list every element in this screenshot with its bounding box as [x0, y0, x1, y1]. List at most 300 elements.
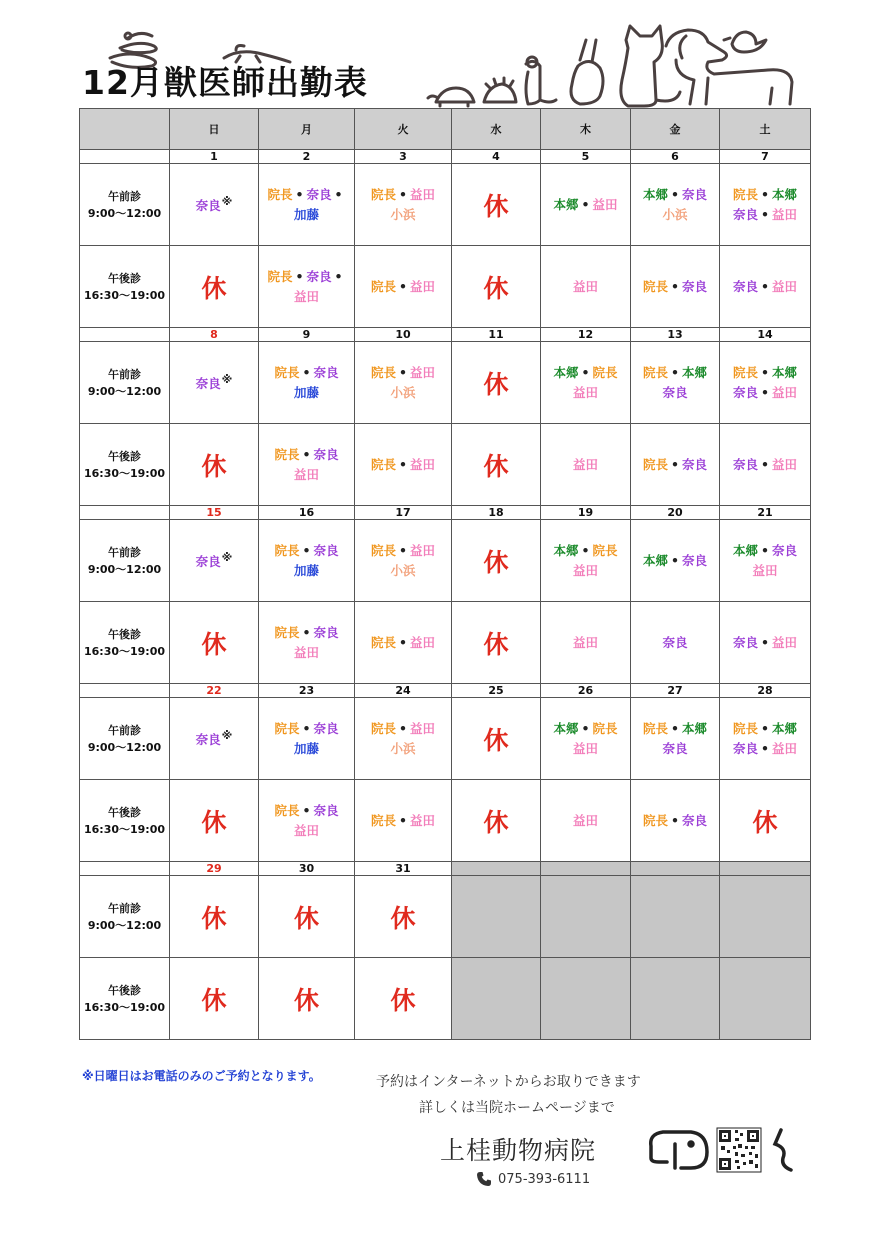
doctor-name: 益田 — [572, 278, 598, 294]
separator: • — [671, 186, 679, 202]
doctor-name: 奈良 — [306, 268, 332, 284]
slot-name: 午後診 — [108, 627, 141, 641]
morning-row — [80, 520, 811, 602]
date-cell: 3 — [355, 150, 452, 164]
slot-name: 午前診 — [108, 545, 141, 559]
doctor-name: 小浜 — [662, 206, 688, 222]
phone-icon — [476, 1171, 492, 1187]
doctor-line — [631, 551, 719, 571]
schedule-cell — [259, 958, 355, 1040]
doctor-name: 益田 — [572, 740, 598, 756]
schedule-cell — [631, 424, 720, 506]
doctor-list — [541, 195, 630, 215]
schedule-cell — [170, 958, 259, 1040]
doctor-list — [259, 267, 354, 307]
doctor-name: 本郷 — [682, 364, 708, 380]
doctor-list — [541, 277, 630, 297]
doctor-name: 本郷 — [553, 196, 579, 212]
doctor-name: 奈良 — [732, 278, 758, 294]
doctor-name: 院長 — [732, 364, 758, 380]
doctor-name: 院長 — [274, 802, 300, 818]
doctor-line — [631, 205, 719, 225]
doctor-line — [259, 643, 354, 663]
schedule-cell — [452, 342, 541, 424]
date-cell: 13 — [631, 328, 720, 342]
separator: • — [761, 542, 769, 558]
doctor-name: 院長 — [642, 278, 668, 294]
morning-label — [80, 164, 170, 246]
doctor-line — [259, 623, 354, 643]
closed-label: 休 — [293, 985, 319, 1015]
schedule-cell — [631, 698, 720, 780]
doctor-list — [259, 719, 354, 759]
doctor-line — [259, 363, 354, 383]
doctor-name: 奈良 — [313, 802, 339, 818]
doctor-name: 院長 — [592, 542, 618, 558]
afternoon-row — [80, 424, 811, 506]
doctor-line — [631, 277, 719, 297]
schedule-cell — [631, 958, 720, 1040]
separator: • — [295, 186, 304, 202]
schedule-cell — [259, 520, 355, 602]
doctor-line — [259, 287, 354, 307]
schedule-cell — [259, 424, 355, 506]
doctor-line — [259, 465, 354, 485]
doctor-name: 本郷 — [642, 186, 668, 202]
separator: • — [761, 206, 769, 222]
doctor-line — [355, 383, 451, 403]
separator: • — [302, 364, 311, 380]
doctor-name: 院長 — [267, 268, 293, 284]
schedule-cell — [355, 876, 452, 958]
schedule-cell — [720, 424, 811, 506]
doctor-name: 本郷 — [553, 720, 579, 736]
morning-row — [80, 164, 811, 246]
schedule-cell — [170, 876, 259, 958]
doctor-line — [541, 561, 630, 581]
doctor-list — [720, 455, 810, 475]
afternoon-row — [80, 602, 811, 684]
date-cell: 17 — [355, 506, 452, 520]
doctor-name: 本郷 — [682, 720, 708, 736]
doctor-line — [259, 739, 354, 759]
schedule-cell — [452, 424, 541, 506]
doctor-name: 院長 — [642, 720, 668, 736]
doctor-line — [170, 726, 258, 750]
weekday-header-row — [80, 109, 811, 150]
schedule-cell — [355, 698, 452, 780]
doctor-line — [720, 739, 810, 759]
doctor-name: 奈良 — [662, 384, 688, 400]
doctor-name: 奈良 — [195, 376, 221, 392]
date-row — [80, 328, 811, 342]
closed-label: 休 — [483, 547, 509, 577]
doctor-line — [720, 205, 810, 225]
clinic-logo — [645, 1124, 800, 1174]
schedule-cell — [541, 958, 631, 1040]
schedule-cell — [170, 342, 259, 424]
separator: • — [302, 720, 311, 736]
doctor-name: 奈良 — [313, 720, 339, 736]
date-cell: 9 — [259, 328, 355, 342]
separator: • — [581, 196, 590, 212]
doctor-name: 本郷 — [553, 542, 579, 558]
closed-label: 休 — [483, 725, 509, 755]
doctor-line — [355, 455, 451, 475]
doctor-name: 益田 — [772, 634, 798, 650]
homepage-info-text: 詳しくは当院ホームページまで — [419, 1100, 615, 1116]
doctor-name: 奈良 — [682, 278, 708, 294]
doctor-list — [170, 548, 258, 572]
schedule-cell — [355, 164, 452, 246]
schedule-cell — [541, 424, 631, 506]
date-cell: 30 — [259, 862, 355, 876]
doctor-list — [631, 185, 719, 225]
doctor-name: 奈良 — [313, 364, 339, 380]
closed-label: 休 — [201, 807, 227, 837]
morning-row — [80, 876, 811, 958]
doctor-name: 益田 — [410, 542, 436, 558]
doctor-name: 小浜 — [390, 206, 416, 222]
date-row-label — [80, 684, 170, 698]
slot-name: 午前診 — [108, 367, 141, 381]
separator: • — [399, 720, 407, 736]
phone-contact — [476, 1171, 590, 1187]
afternoon-row — [80, 780, 811, 862]
date-cell: 20 — [631, 506, 720, 520]
separator: • — [399, 364, 407, 380]
phone-only-mark: ※ — [221, 729, 233, 743]
doctor-line — [631, 383, 719, 403]
page-title: 12月獣医師出勤表 — [82, 63, 368, 102]
date-cell — [452, 862, 541, 876]
date-cell: 23 — [259, 684, 355, 698]
doctor-list — [631, 363, 719, 403]
doctor-name: 益田 — [410, 364, 436, 380]
separator: • — [761, 740, 769, 756]
separator: • — [399, 634, 407, 650]
date-cell: 12 — [541, 328, 631, 342]
doctor-list — [631, 551, 719, 571]
separator: • — [671, 812, 679, 828]
rabbit-icon — [571, 40, 603, 104]
dog-face-logo-icon — [651, 1132, 707, 1168]
date-cell: 22 — [170, 684, 259, 698]
schedule-body — [80, 150, 811, 1040]
schedule-cell — [259, 876, 355, 958]
closed-label: 休 — [201, 629, 227, 659]
closed-label: 休 — [483, 273, 509, 303]
doctor-name: 本郷 — [642, 552, 668, 568]
sunday-reservation-note: ※日曜日はお電話のみのご予約となります。 — [82, 1069, 321, 1083]
slot-name: 午後診 — [108, 805, 141, 819]
separator: • — [581, 720, 590, 736]
doctor-list — [355, 811, 451, 831]
clinic-name: 上桂動物病院 — [440, 1136, 597, 1165]
schedule-cell — [631, 602, 720, 684]
afternoon-label — [80, 424, 170, 506]
doctor-name: 院長 — [642, 364, 668, 380]
schedule-cell — [720, 246, 811, 328]
doctor-name: 院長 — [370, 186, 396, 202]
doctor-name: 奈良 — [772, 542, 798, 558]
slot-time: 16:30〜19:00 — [83, 288, 166, 302]
doctor-name: 奈良 — [732, 206, 758, 222]
meerkat-icon — [526, 57, 556, 104]
doctor-list — [720, 541, 810, 581]
doctor-name: 院長 — [267, 186, 293, 202]
date-cell: 4 — [452, 150, 541, 164]
morning-label — [80, 876, 170, 958]
doctor-name: 益田 — [592, 196, 618, 212]
schedule-cell — [541, 602, 631, 684]
doctor-list — [631, 277, 719, 297]
doctor-line — [259, 205, 354, 225]
doctor-list — [355, 719, 451, 759]
schedule-cell — [541, 698, 631, 780]
doctor-name: 本郷 — [772, 364, 798, 380]
doctor-line — [259, 541, 354, 561]
doctor-name: 益田 — [293, 822, 319, 838]
slot-name: 午後診 — [108, 983, 141, 997]
doctor-list — [541, 633, 630, 653]
doctor-name: 益田 — [410, 186, 436, 202]
online-reservation-text: 予約はインターネットからお取りできます — [376, 1074, 641, 1090]
doctor-list — [355, 185, 451, 225]
weekday-sun: 日 — [170, 109, 259, 150]
schedule-cell — [720, 876, 811, 958]
doctor-list — [355, 455, 451, 475]
doctor-line — [355, 541, 451, 561]
date-cell: 1 — [170, 150, 259, 164]
doctor-line — [259, 821, 354, 841]
separator: • — [334, 268, 343, 284]
separator: • — [581, 364, 590, 380]
date-cell: 28 — [720, 684, 811, 698]
doctor-line — [631, 455, 719, 475]
doctor-list — [720, 633, 810, 653]
doctor-list — [541, 363, 630, 403]
separator: • — [302, 624, 311, 640]
doctor-line — [720, 363, 810, 383]
separator: • — [761, 720, 769, 736]
doctor-name: 院長 — [370, 634, 396, 650]
doctor-list — [541, 811, 630, 831]
schedule-cell — [452, 876, 541, 958]
doctor-list — [259, 445, 354, 485]
doctor-list — [259, 185, 354, 225]
doctor-line — [720, 561, 810, 581]
date-row — [80, 150, 811, 164]
date-cell: 31 — [355, 862, 452, 876]
schedule-cell — [631, 342, 720, 424]
doctor-name: 小浜 — [390, 562, 416, 578]
slot-time: 16:30〜19:00 — [83, 466, 166, 480]
slot-name: 午前診 — [108, 901, 141, 915]
doctor-name: 本郷 — [732, 542, 758, 558]
schedule-cell — [259, 246, 355, 328]
doctor-name: 益田 — [293, 644, 319, 660]
doctor-name: 院長 — [274, 624, 300, 640]
doctor-name: 奈良 — [732, 384, 758, 400]
doctor-list — [170, 726, 258, 750]
doctor-list — [355, 541, 451, 581]
doctor-name: 奈良 — [662, 634, 688, 650]
date-row-label — [80, 328, 170, 342]
separator: • — [334, 186, 343, 202]
afternoon-label — [80, 780, 170, 862]
schedule-cell — [631, 876, 720, 958]
separator: • — [761, 456, 769, 472]
schedule-cell — [541, 520, 631, 602]
doctor-name: 益田 — [772, 206, 798, 222]
doctor-name: 奈良 — [732, 456, 758, 472]
closed-label: 休 — [201, 451, 227, 481]
schedule-cell — [631, 246, 720, 328]
schedule-table — [79, 108, 811, 1040]
date-cell: 25 — [452, 684, 541, 698]
doctor-name: 院長 — [370, 720, 396, 736]
doctor-line — [259, 383, 354, 403]
morning-label — [80, 342, 170, 424]
doctor-name: 院長 — [370, 278, 396, 294]
separator: • — [399, 456, 407, 472]
doctor-name: 益田 — [572, 634, 598, 650]
doctor-list — [170, 192, 258, 216]
doctor-list — [720, 719, 810, 759]
doctor-list — [259, 363, 354, 403]
doctor-line — [355, 363, 451, 383]
separator: • — [761, 634, 769, 650]
closed-label: 休 — [483, 369, 509, 399]
schedule-cell — [170, 520, 259, 602]
separator: • — [671, 720, 679, 736]
doctor-line — [541, 719, 630, 739]
slot-time: 9:00〜12:00 — [87, 562, 162, 576]
schedule-cell — [452, 698, 541, 780]
doctor-list — [631, 455, 719, 475]
doctor-name: 院長 — [370, 812, 396, 828]
doctor-line — [631, 363, 719, 383]
doctor-line — [541, 383, 630, 403]
separator: • — [671, 456, 679, 472]
doctor-name: 本郷 — [553, 364, 579, 380]
closed-label: 休 — [483, 191, 509, 221]
dog-icon — [666, 30, 792, 104]
slot-time: 9:00〜12:00 — [87, 384, 162, 398]
schedule-cell — [170, 602, 259, 684]
schedule-cell — [541, 164, 631, 246]
doctor-line — [355, 739, 451, 759]
doctor-name: 本郷 — [772, 186, 798, 202]
doctor-name: 奈良 — [662, 740, 688, 756]
date-row-label — [80, 506, 170, 520]
date-cell: 14 — [720, 328, 811, 342]
hedgehog-icon — [484, 78, 516, 102]
doctor-name: 院長 — [592, 720, 618, 736]
doctor-name: 院長 — [732, 720, 758, 736]
doctor-name: 院長 — [370, 456, 396, 472]
weekday-sat: 土 — [720, 109, 811, 150]
schedule-cell — [170, 780, 259, 862]
tortoise-icon — [428, 88, 474, 106]
afternoon-label — [80, 602, 170, 684]
closed-label: 休 — [293, 903, 319, 933]
date-cell: 11 — [452, 328, 541, 342]
slot-time: 9:00〜12:00 — [87, 740, 162, 754]
separator: • — [581, 542, 590, 558]
doctor-name: 加藤 — [293, 206, 319, 222]
doctor-list — [355, 277, 451, 297]
doctor-line — [355, 633, 451, 653]
slot-time: 16:30〜19:00 — [83, 1000, 166, 1014]
doctor-name: 益田 — [772, 740, 798, 756]
doctor-name: 益田 — [410, 812, 436, 828]
schedule-cell — [720, 958, 811, 1040]
schedule-cell — [631, 164, 720, 246]
doctor-list — [259, 541, 354, 581]
slot-name: 午後診 — [108, 271, 141, 285]
doctor-line — [720, 277, 810, 297]
doctor-line — [170, 548, 258, 572]
date-cell — [720, 862, 811, 876]
separator: • — [761, 364, 769, 380]
doctor-line — [355, 277, 451, 297]
doctor-name: 奈良 — [732, 634, 758, 650]
date-cell: 18 — [452, 506, 541, 520]
date-cell: 26 — [541, 684, 631, 698]
doctor-name: 奈良 — [313, 446, 339, 462]
afternoon-row — [80, 246, 811, 328]
afternoon-row — [80, 958, 811, 1040]
schedule-cell — [259, 602, 355, 684]
doctor-name: 益田 — [293, 466, 319, 482]
doctor-list — [541, 719, 630, 759]
date-cell — [541, 862, 631, 876]
closed-label: 休 — [483, 629, 509, 659]
doctor-list — [541, 455, 630, 475]
doctor-list — [631, 811, 719, 831]
date-cell: 8 — [170, 328, 259, 342]
schedule-cell — [355, 602, 452, 684]
doctor-line — [720, 633, 810, 653]
doctor-line — [720, 719, 810, 739]
date-cell: 27 — [631, 684, 720, 698]
slot-time: 16:30〜19:00 — [83, 822, 166, 836]
date-cell — [631, 862, 720, 876]
schedule-cell — [259, 164, 355, 246]
doctor-line — [541, 277, 630, 297]
doctor-line — [259, 719, 354, 739]
schedule-cell — [541, 246, 631, 328]
doctor-name: 小浜 — [390, 384, 416, 400]
schedule-cell — [259, 698, 355, 780]
doctor-list — [720, 185, 810, 225]
doctor-line — [541, 739, 630, 759]
doctor-name: 院長 — [370, 542, 396, 558]
schedule-cell — [355, 780, 452, 862]
doctor-name: 益田 — [293, 288, 319, 304]
doctor-name: 奈良 — [306, 186, 332, 202]
schedule-cell — [631, 520, 720, 602]
doctor-name: 奈良 — [682, 552, 708, 568]
doctor-name: 院長 — [274, 364, 300, 380]
schedule-cell — [355, 958, 452, 1040]
phone-number: 075-393-6111 — [498, 1171, 591, 1187]
doctor-name: 奈良 — [195, 554, 221, 570]
date-cell: 29 — [170, 862, 259, 876]
doctor-name: 奈良 — [682, 812, 708, 828]
